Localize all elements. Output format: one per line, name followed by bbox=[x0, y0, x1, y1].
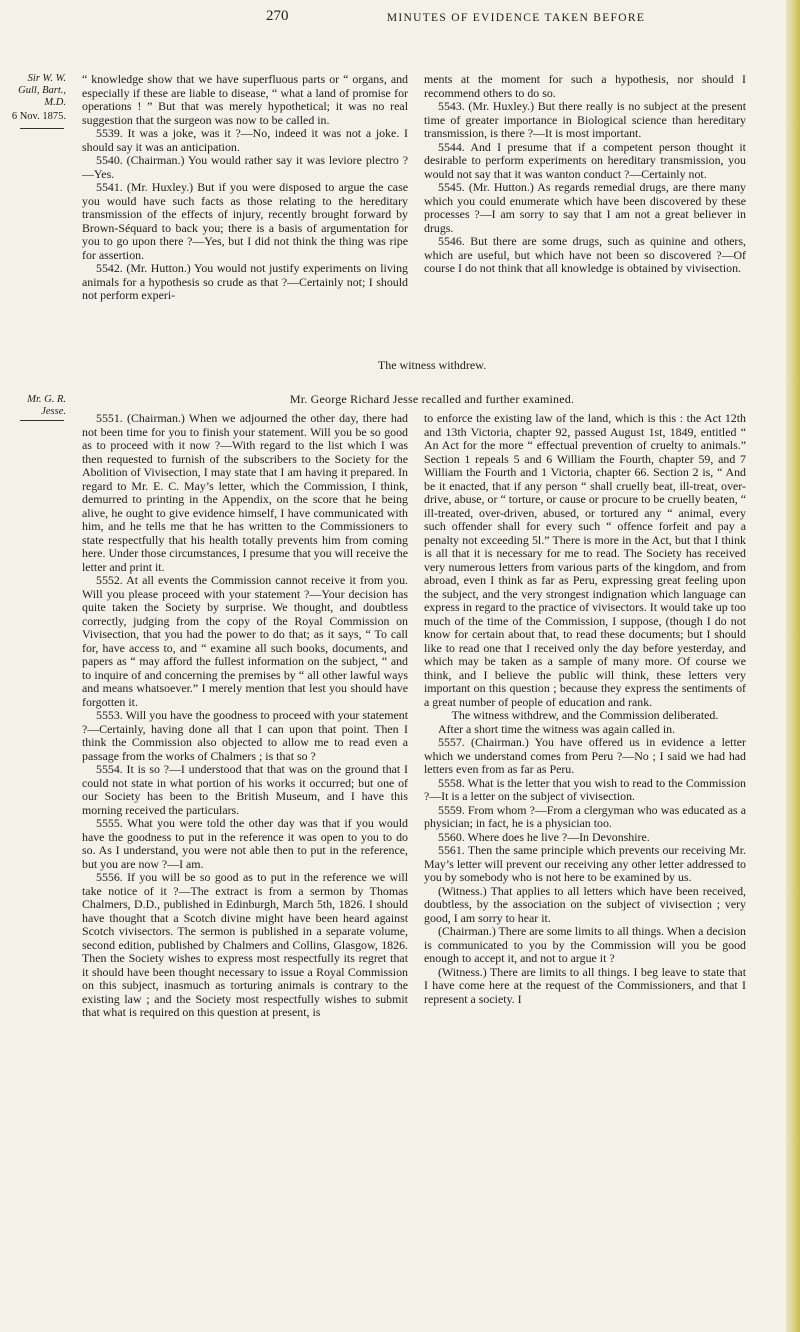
paragraph: 5543. (Mr. Huxley.) But there really is no subject at the present time of greater importance in Biological science than hereditary transmission, is there ?—It is most important. bbox=[424, 99, 746, 140]
margin-rule bbox=[20, 420, 64, 421]
text-column-top-left bbox=[82, 73, 408, 303]
paragraph: The witness withdrew, and the Commission deliberated. bbox=[451, 708, 719, 722]
paragraph: 5546. But there are some drugs, such as quinine and others, which are useful, but which have not been so discovered ?—Of course I do not think that all knowledge is obtained by vivisection. bbox=[424, 234, 746, 275]
paragraph: 5552. At all events the Commission cannot receive it from you. Will you please proceed with your statement ?—Your decision has quite taken the Society by surprise. We thought, and doubtless correctly, judging from the copy of the Royal Commission on Vivisection, that you had the power to do that; as it says, “ To call for, have access to, and “ examine all such books, documents, and papers as “ may afford the fullest information on the subject, “ and to inquire of and concerning the premises by “ all other lawful ways and means whatsoever.” I merely mention that lest you should have forgotten it. bbox=[82, 573, 408, 709]
paragraph: (Witness.) That applies to all letters which have been received, doubtless, by the association on the subject of vivisection ; very good, I am sorry to hear it. bbox=[424, 883, 746, 925]
paragraph: 5551. (Chairman.) When we adjourned the other day, there had not been time for you to finish your statement. Will you be so good as to proceed with it now ?—With regard to the list which I was then requested to furnish of the subscribers to the Society for the Abolition of Vivisection, I may state that I am having it prepared. In regard to Mr. E. C. May’s letter, which the Commission, I think, demurred to printing in the Appendix, on the score that he being alive, he ought to give evidence himself, I have communicated with him, and he tells me that he has written to the Commissioners to state respectfully that his health totally prevents him from coming here. Under those circumstances, I presume that you will receive the letter and print it. bbox=[82, 411, 408, 574]
margin-date: 6 Nov. 1875. bbox=[11, 111, 66, 122]
paragraph: 5542. (Mr. Hutton.) You would not justify experiments on living animals for a hypothesis so crude as that ?—Certainly not; I should not perform experi- bbox=[82, 261, 408, 302]
paragraph: 5539. It was a joke, was it ?—No, indeed it was not a joke. I should say it was an anticipation. bbox=[82, 126, 408, 154]
paragraph: 5541. (Mr. Huxley.) But if you were disposed to argue the case you would have such facts as those relating to the hereditary transmission of the effects of injury, recently brought forward by Brown-Séquard to back you; there is a basis of argumentation for you to go upon there ?—Yes, but I did not think the thing was ripe for assertion. bbox=[82, 180, 408, 262]
page-edge bbox=[786, 0, 800, 1332]
margin-rule bbox=[20, 128, 64, 129]
paragraph: to enforce the existing law of the land, which is this : the Act 12th and 13th Victoria, chapter 92, passed August 1st, 1849, entitled “ An Act for the more “ effectual prevention of cruelty to animals.” Section 1 repeals 5 and 6 William the Fourth, chapter 59, and 7 William the Fourth and 1 Victoria, chapter 66. Section 2 is, “ And be it enacted, that if any person “ shall cruelly beat, ill-treat, over-drive, abuse, or “ torture, or cause or procure to be cruelly beaten, “ ill-treated, over-driven, abused, or tortured any “ animal, every such offender shall for every such “ offence forfeit and pay a penalty not exceeding 5l.” There is more in the Act, but that I think is all that it is necessary for me to read. The Society has received very numerous letters from various parts of the kingdom, and from abroad, even I think as far as Peru, expressing great feeling upon the subject, and the very strongest indignation which language can express in regard to the practice of vivisectors. It would take up too much of the time of the Commission, I suppose, (though I do not know for certain about that, to read these documents; but I should like to read one that I received only the day before yesterday, and which may be taken as a sample of many more. Of course we think, and I believe the public will think, these letters very important on this question ; because they express the sentiments of a great number of people of education and rank. bbox=[424, 411, 746, 709]
text-column-bottom-left bbox=[82, 412, 408, 1020]
paragraph: 5561. Then the same principle which prevents our receiving Mr. May’s letter will prevent our receiving any other letter addressed to you by somebody who is not here to be examined by us. bbox=[424, 843, 746, 884]
paragraph: 5540. (Chairman.) You would rather say it was leviore plectro ?—Yes. bbox=[82, 153, 408, 181]
paragraph: 5558. What is the letter that you wish to read to the Commission ?—It is a letter on the subject of vivisection. bbox=[424, 775, 746, 803]
paragraph: “ knowledge show that we have superfluous parts or “ organs, and especially if these are liable to disease, “ what a land of promise for operations ! ” But that was merely hypothetical; it was no real suggestion that the surgeon was now to be called in. bbox=[82, 72, 408, 127]
paragraph: 5556. If you will be so good as to put in the reference we will take notice of it ?—The extract is from a sermon by Thomas Chalmers, D.D., published in Edinburgh, March 5th, 1826. I should have thought that a Scotch divine might have been heard against Scotch vivisectors. The sermon is published in a separate volume, second edition, published by Chalmers and Collins, Glasgow, 1826. Then the Society wishes to express most respectfully its regret that it should have been thought necessary to issue a Royal Commission on this subject, inasmuch as torturing animals is contrary to the existing law ; and the Society most respectfully wishes to submit that what is required on this question at present, is bbox=[82, 870, 408, 1019]
paragraph: After a short time the witness was again called in. bbox=[438, 721, 676, 736]
text-column-bottom-right bbox=[424, 412, 746, 1006]
paragraph: 5544. And I presume that if a competent person thought it desirable to perform experiments on hereditary transmission, you would not say that it was wanton conduct ?—Certainly not. bbox=[424, 139, 746, 181]
recall-heading: Mr. George Richard Jesse recalled and further examined. bbox=[289, 392, 575, 406]
text-column-top-right bbox=[424, 73, 746, 276]
paragraph: 5557. (Chairman.) You have offered us in evidence a letter which we understand comes from Peru ?—No ; I said we had had letters even from as far as Peru. bbox=[424, 735, 746, 776]
paragraph: 5553. Will you have the goodness to proceed with your statement ?—Certainly, having done all that I can upon that point. Then I think the Commission also objected to allow me to read even a passage from the works of Chalmers ; is that so ? bbox=[82, 708, 408, 763]
margin-witness-name: Sir W. W. Gull, Bart., M.D. bbox=[18, 73, 66, 108]
paragraph: 5555. What you were told the other day was that if you would have the goodness to put in the reference it was open to you to do so. As I understand, you were not able then to put in the reference, but you are now ?—I am. bbox=[82, 816, 408, 871]
witness-withdrew-line: The witness withdrew. bbox=[377, 358, 487, 372]
paragraph: ments at the moment for such a hypothesis, nor should I recommend others to do so. bbox=[424, 72, 746, 100]
running-title: MINUTES OF EVIDENCE TAKEN BEFORE bbox=[386, 12, 646, 24]
paragraph: (Witness.) There are limits to all things. I beg leave to state that I have come here at the request of the Commissioners, and that I represent a society. I bbox=[424, 964, 746, 1006]
paragraph: 5559. From whom ?—From a clergyman who was educated as a physician; in fact, he is a physician too. bbox=[424, 802, 746, 830]
paragraph: 5560. Where does he live ?—In Devonshire. bbox=[438, 829, 650, 844]
paragraph: (Chairman.) There are some limits to all things. When a decision is communicated to you by the Commission will you be good enough to accept it, and not to argue it ? bbox=[424, 924, 746, 965]
page-number: 270 bbox=[266, 8, 289, 24]
paragraph: 5554. It is so ?—I understood that that was on the ground that I could not state in what portion of his works it occurred; but one of our Society has been to the British Museum, and I have this morning received the particulars. bbox=[82, 762, 408, 817]
margin-witness-name: Mr. G. R. Jesse. bbox=[27, 394, 66, 417]
paragraph: 5545. (Mr. Hutton.) As regards remedial drugs, are there many which you could enumerate which have been discovered by these processes ?—I am sorry to say that I am not a great believer in drugs. bbox=[424, 180, 746, 235]
